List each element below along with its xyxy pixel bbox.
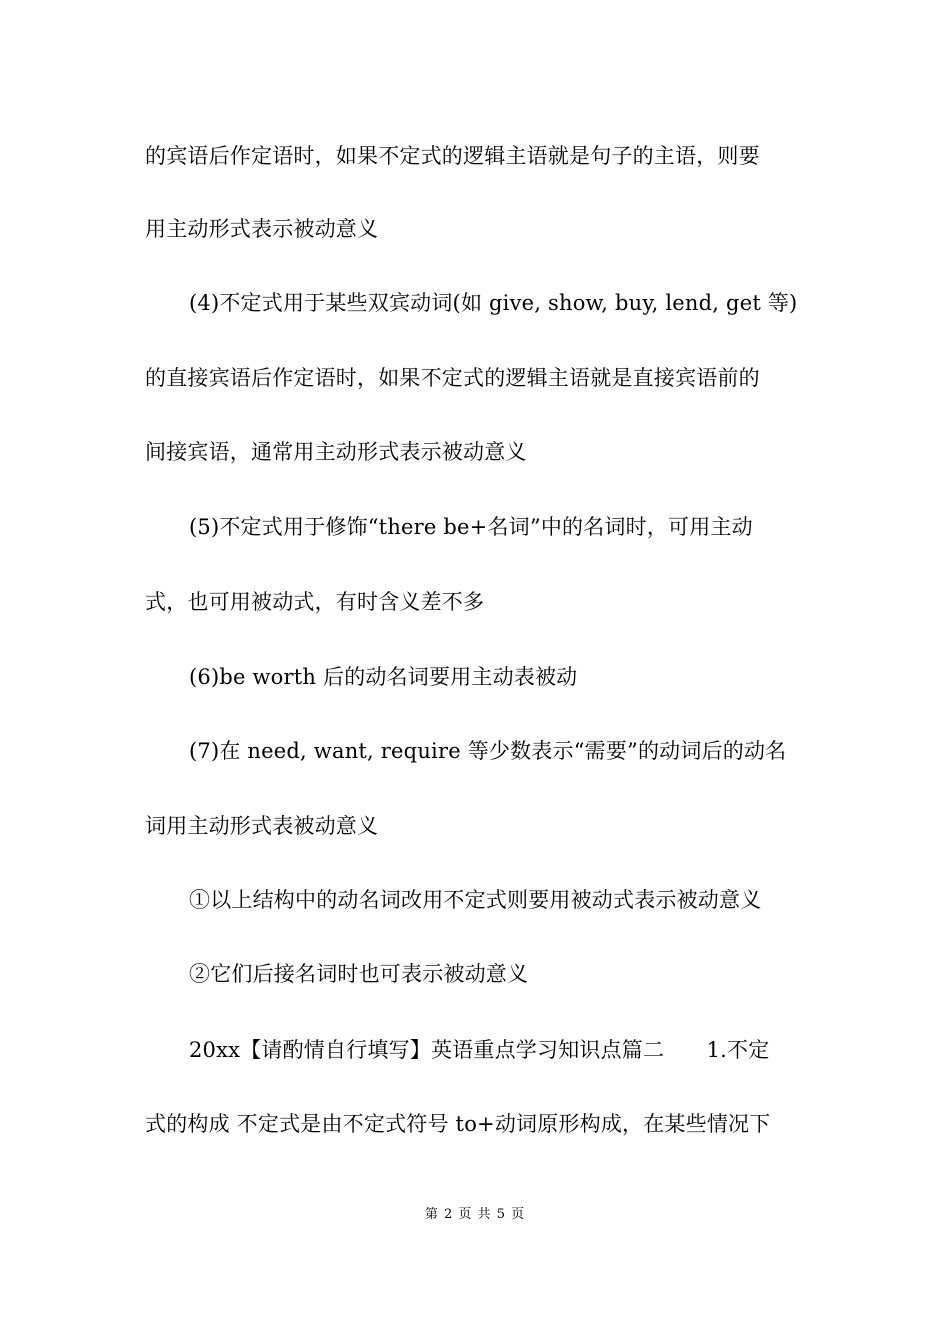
text-line-8: (6)be worth 后的动名词要用主动表被动 <box>189 665 578 689</box>
text-line-14: 式的构成 不定式是由不定式符号 to+动词原形构成，在某些情况下 <box>145 1112 771 1136</box>
text-line-4: 的直接宾语后作定语时，如果不定式的逻辑主语就是直接宾语前的 <box>145 366 760 390</box>
text-line-3: (4)不定式用于某些双宾动词(如 give, show, buy, lend, get 等) <box>189 291 798 315</box>
text-line-7: 式，也可用被动式，有时含义差不多 <box>145 590 485 614</box>
text-line-11: ①以上结构中的动名词改用不定式则要用被动式表示被动意义 <box>189 888 762 912</box>
text-line-13: 20xx【请酌情自行填写】英语重点学习知识点篇二 1.不定 <box>189 1038 770 1062</box>
text-line-5: 间接宾语，通常用主动形式表示被动意义 <box>145 440 527 464</box>
text-line-12: ②它们后接名词时也可表示被动意义 <box>189 962 529 986</box>
text-line-6: (5)不定式用于修饰“there be+名词”中的名词时，可用主动 <box>189 515 753 539</box>
text-line-2: 用主动形式表示被动意义 <box>145 217 379 241</box>
text-line-9: (7)在 need, want, require 等少数表示“需要”的动词后的动名 <box>189 739 787 763</box>
text-line-1: 的宾语后作定语时，如果不定式的逻辑主语就是句子的主语，则要 <box>145 144 760 168</box>
text-line-10: 词用主动形式表被动意义 <box>145 814 379 838</box>
page-number-footer: 第 2 页 共 5 页 <box>424 1207 526 1222</box>
